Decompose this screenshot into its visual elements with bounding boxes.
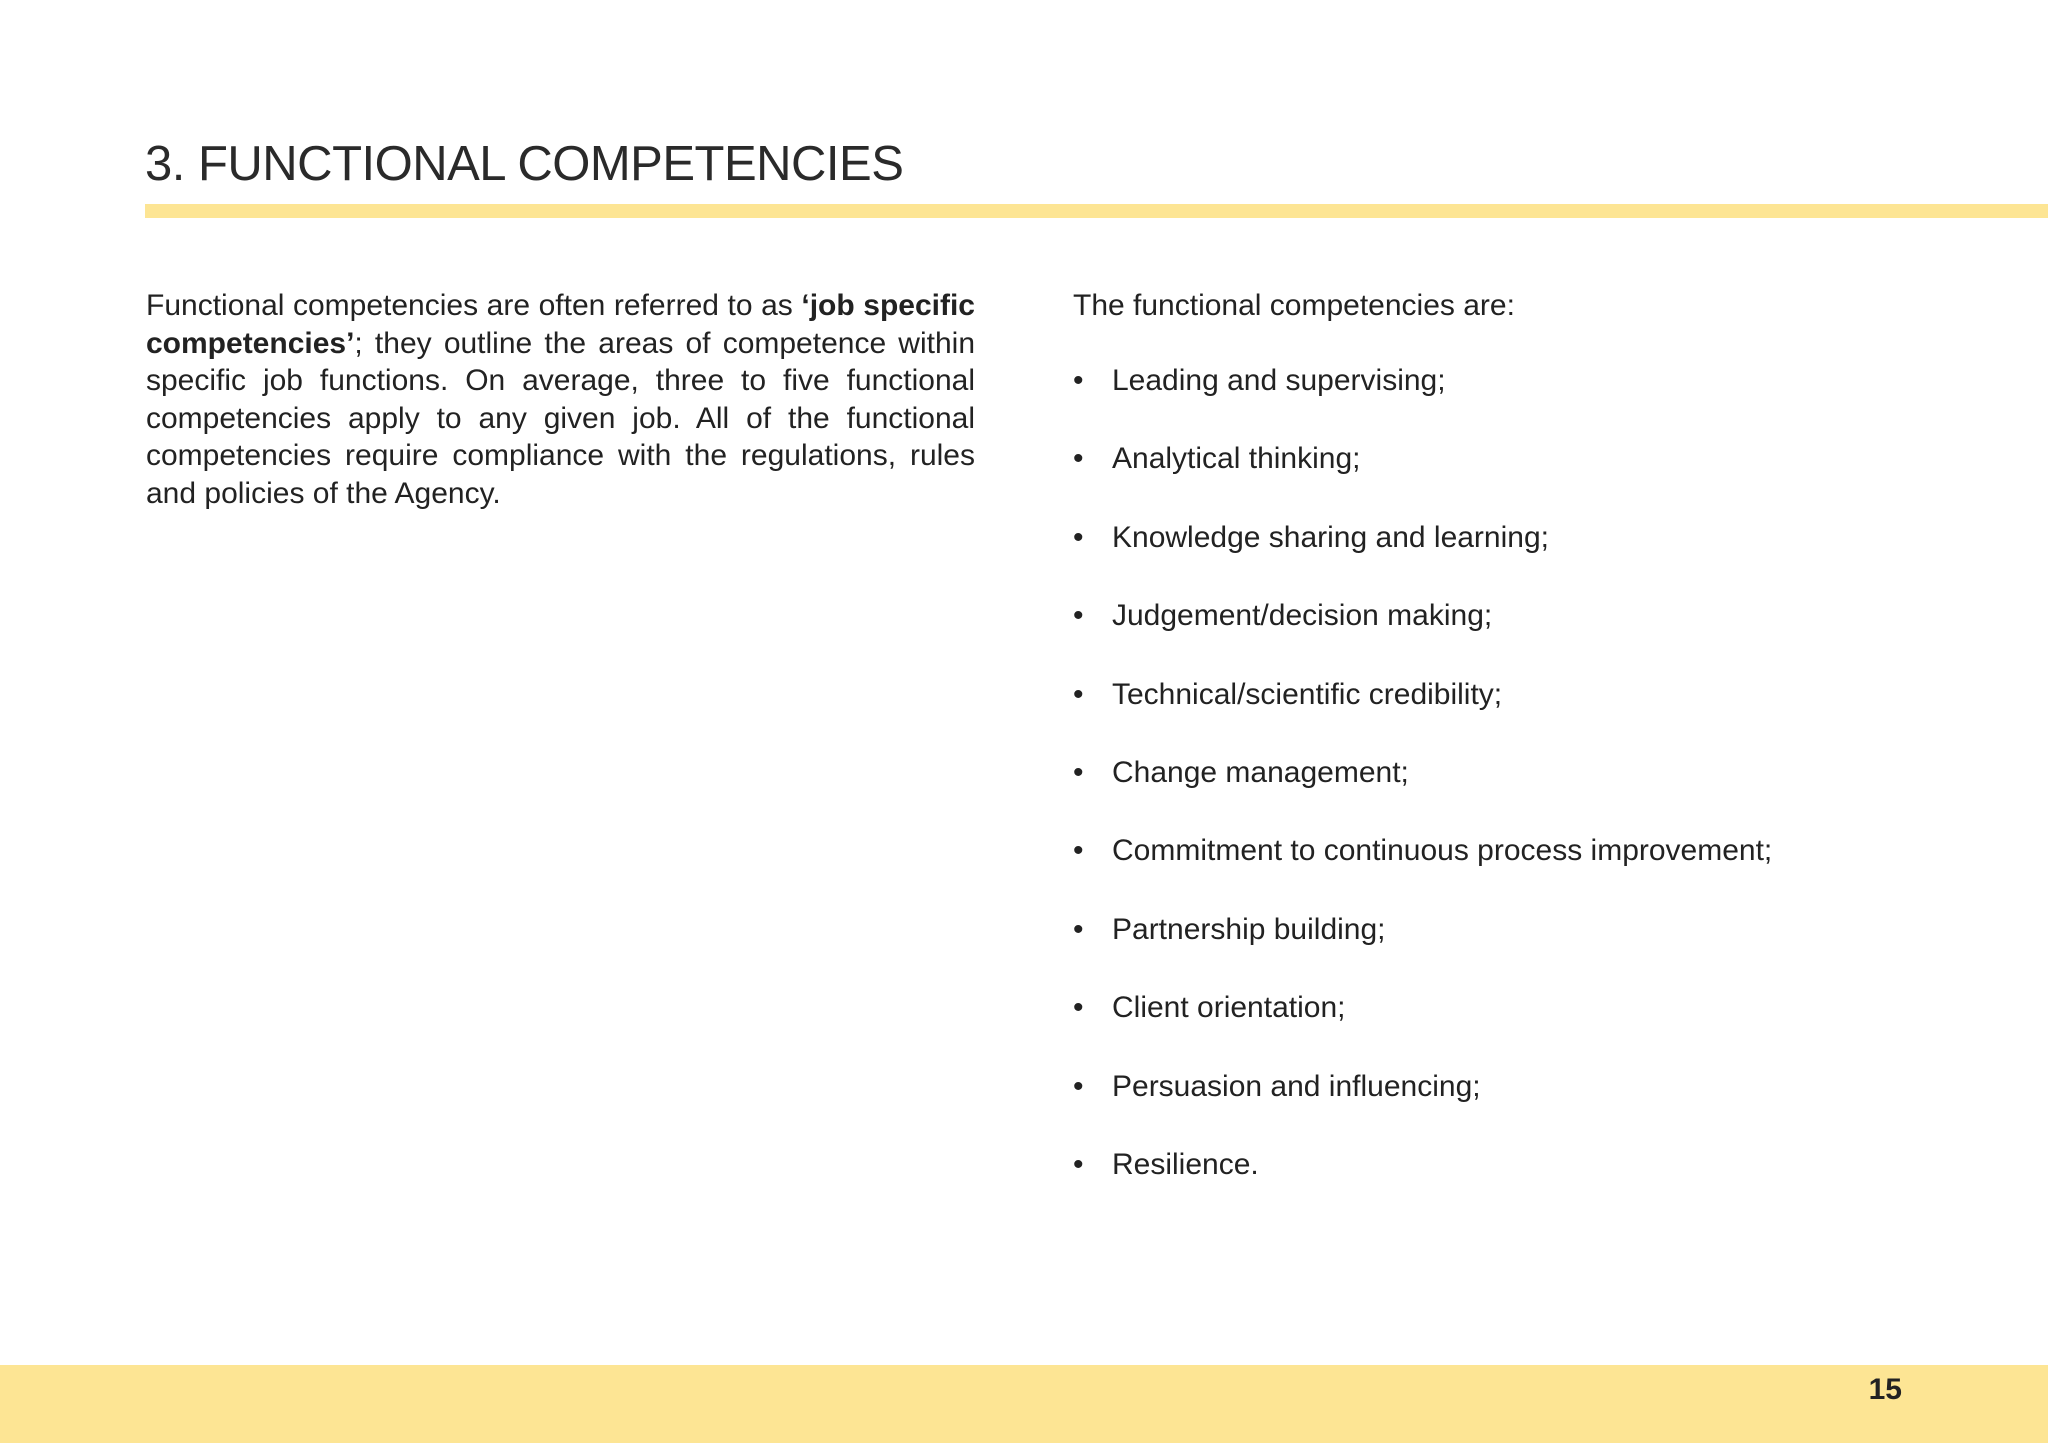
list-item xyxy=(1073,1068,1772,1146)
list-item-label: Commitment to continuous process improvement; xyxy=(1112,834,1773,868)
list-item-label: Judgement/decision making; xyxy=(1112,599,1493,633)
list-item xyxy=(1073,676,1772,754)
list-item xyxy=(1073,911,1772,989)
bullet-icon: • xyxy=(1073,442,1084,476)
list-item xyxy=(1073,362,1772,440)
competencies-heading: The functional competencies are: xyxy=(1073,289,1515,322)
bullet-icon: • xyxy=(1073,912,1084,946)
list-item-label: Resilience. xyxy=(1112,1147,1259,1181)
list-item xyxy=(1073,832,1772,910)
list-item xyxy=(1073,440,1772,518)
intro-paragraph xyxy=(146,287,975,512)
bullet-icon: • xyxy=(1073,755,1084,789)
list-item-label: Leading and supervising; xyxy=(1112,364,1446,397)
bullet-icon: • xyxy=(1073,1147,1084,1181)
list-item xyxy=(1073,597,1772,675)
footer-band xyxy=(0,1365,2048,1443)
list-item xyxy=(1073,1146,1772,1224)
list-item xyxy=(1073,754,1772,832)
list-item xyxy=(1073,519,1772,597)
list-item-label: Analytical thinking; xyxy=(1112,442,1361,476)
bullet-icon: • xyxy=(1073,677,1084,711)
list-item-label: Persuasion and influencing; xyxy=(1112,1069,1481,1103)
bullet-icon: • xyxy=(1073,991,1084,1025)
bullet-icon: • xyxy=(1073,599,1084,633)
list-item-label: Technical/scientific credibility; xyxy=(1112,677,1503,711)
intro-emphasis: ‘job specific competencies’ xyxy=(146,289,975,360)
list-item xyxy=(1073,989,1772,1067)
competency-list xyxy=(1073,362,1772,1224)
intro-text-before: Functional competencies are often referred to as xyxy=(146,289,802,322)
page-title: 3. FUNCTIONAL COMPETENCIES xyxy=(145,137,904,191)
title-underline-rule xyxy=(145,204,2048,218)
list-item-label: Client orientation; xyxy=(1112,991,1346,1025)
list-item-label: Knowledge sharing and learning; xyxy=(1112,520,1549,554)
bullet-icon: • xyxy=(1073,364,1084,397)
list-item-label: Change management; xyxy=(1112,755,1409,789)
bullet-icon: • xyxy=(1073,1069,1084,1103)
list-item-label: Partnership building; xyxy=(1112,912,1386,946)
intro-text-after: ; they outline the areas of competence within specific job functions. On average, three to five functional competencies apply to any given job. All of the functional competencies require compliance with the regulations, rules and policies of the Agency. xyxy=(146,326,975,510)
bullet-icon: • xyxy=(1073,520,1084,554)
bullet-icon: • xyxy=(1073,834,1084,868)
page-number: 15 xyxy=(1868,1373,1902,1406)
